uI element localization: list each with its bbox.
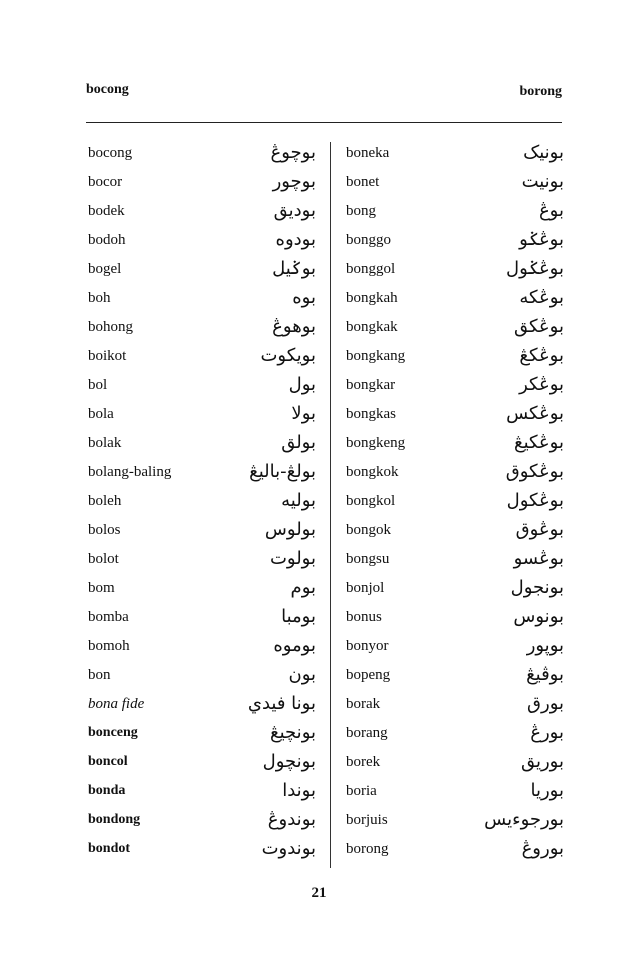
entry-jawi: بوڠکڠ xyxy=(519,345,564,366)
entry-latin: bonet xyxy=(346,174,380,190)
dictionary-entry xyxy=(88,200,316,229)
entry-latin: bongkah xyxy=(346,290,398,306)
dictionary-entry xyxy=(346,780,564,809)
dictionary-entry xyxy=(88,490,316,519)
entry-latin: bodek xyxy=(88,203,125,219)
entry-jawi: بوڠݢو xyxy=(519,229,564,250)
dictionary-entry xyxy=(346,751,564,780)
entry-latin: bocong xyxy=(88,145,133,161)
entry-jawi: بونجول xyxy=(510,577,564,598)
entry-jawi: بوهوڠ xyxy=(272,316,316,337)
entry-jawi: بوڠݢول xyxy=(506,258,564,279)
entry-latin: bongkak xyxy=(346,319,398,335)
dictionary-entry xyxy=(346,345,564,374)
entry-latin: borak xyxy=(346,696,381,712)
entry-latin: bonggol xyxy=(346,261,396,277)
entry-latin: bopeng xyxy=(346,667,391,683)
dictionary-entry xyxy=(88,287,316,316)
entry-latin: borjuis xyxy=(346,812,388,828)
dictionary-entry xyxy=(346,722,564,751)
entry-jawi: بوليه xyxy=(281,490,316,511)
page-number: 21 xyxy=(311,885,327,901)
dictionary-entry xyxy=(346,171,564,200)
dictionary-entry xyxy=(88,664,316,693)
entry-latin: bonggo xyxy=(346,232,391,248)
entry-latin: boria xyxy=(346,783,377,799)
dictionary-entry xyxy=(346,316,564,345)
entry-jawi: بونا فيدي xyxy=(247,693,316,714)
entry-jawi: بوموه xyxy=(273,635,316,656)
dictionary-entry xyxy=(88,171,316,200)
right-column xyxy=(346,142,564,867)
entry-jawi: بوڠکه xyxy=(519,287,564,308)
entry-latin: bocor xyxy=(88,174,123,190)
entry-latin: bomba xyxy=(88,609,129,625)
dictionary-entry xyxy=(346,258,564,287)
entry-jawi: بولا xyxy=(291,403,316,424)
header-rule xyxy=(86,122,562,123)
entry-jawi: بودوه xyxy=(275,229,316,250)
entry-latin: boh xyxy=(88,290,111,306)
entry-jawi: بوڠ xyxy=(538,200,564,221)
entry-jawi: بول xyxy=(288,374,316,395)
entry-jawi: بوڤيڠ xyxy=(526,664,564,685)
entry-latin: bodoh xyxy=(88,232,126,248)
dictionary-entry xyxy=(88,229,316,258)
dictionary-entry xyxy=(88,461,316,490)
entry-latin: bongkang xyxy=(346,348,406,364)
dictionary-entry xyxy=(346,606,564,635)
guide-word-left: bocong xyxy=(86,82,129,97)
entry-latin: bongkok xyxy=(346,464,399,480)
entry-jawi: بوريا xyxy=(530,780,564,801)
left-column xyxy=(88,142,316,867)
entry-latin: bolot xyxy=(88,551,119,567)
entry-jawi: بونوس xyxy=(513,606,564,627)
entry-jawi: بونيت xyxy=(521,171,564,192)
dictionary-entry xyxy=(346,200,564,229)
entry-jawi: بوندا xyxy=(282,780,316,801)
entry-latin: bon xyxy=(88,667,111,683)
entry-jawi: بوڠکس xyxy=(506,403,564,424)
dictionary-entry xyxy=(346,403,564,432)
column-divider xyxy=(330,142,331,868)
entry-latin: bogel xyxy=(88,261,122,277)
dictionary-entry xyxy=(346,432,564,461)
entry-jawi: بوڠسو xyxy=(513,548,564,569)
entry-jawi: بوڠکول xyxy=(506,490,564,511)
dictionary-entry xyxy=(88,258,316,287)
entry-latin: boncol xyxy=(88,754,128,769)
dictionary-entry xyxy=(88,345,316,374)
entry-jawi: بولوت xyxy=(269,548,316,569)
entry-jawi: بون xyxy=(288,664,316,685)
entry-jawi: بورڠ xyxy=(530,722,564,743)
entry-jawi: بولق xyxy=(281,432,316,453)
dictionary-entry xyxy=(88,809,316,838)
entry-latin: bonceng xyxy=(88,725,138,740)
guide-word-right: borong xyxy=(519,84,562,99)
entry-latin: bol xyxy=(88,377,108,393)
entry-latin: bonjol xyxy=(346,580,385,596)
dictionary-entry xyxy=(88,142,316,171)
entry-latin: bom xyxy=(88,580,115,596)
entry-latin: bong xyxy=(346,203,376,219)
dictionary-entry xyxy=(346,809,564,838)
entry-latin: bongkas xyxy=(346,406,396,422)
dictionary-entry xyxy=(346,548,564,577)
entry-jawi: بوڽور xyxy=(526,635,564,656)
entry-latin: bondong xyxy=(88,812,141,827)
dictionary-entry xyxy=(88,780,316,809)
entry-latin: bonda xyxy=(88,783,126,798)
dictionary-entry xyxy=(346,664,564,693)
entry-jawi: بورجوءيس xyxy=(484,809,564,830)
entry-latin: bolos xyxy=(88,522,121,538)
dictionary-entry xyxy=(88,577,316,606)
entry-latin: boleh xyxy=(88,493,122,509)
entry-jawi: بونچول xyxy=(262,751,316,772)
entry-latin: boneka xyxy=(346,145,390,161)
dictionary-entry xyxy=(346,461,564,490)
entry-jawi: بورق xyxy=(527,693,564,714)
dictionary-entry xyxy=(346,142,564,171)
dictionary-entry xyxy=(88,548,316,577)
entry-jawi: بوچور xyxy=(272,171,316,192)
entry-jawi: بوريق xyxy=(520,751,564,772)
dictionary-entry xyxy=(88,403,316,432)
entry-latin: bongsu xyxy=(346,551,390,567)
entry-jawi: بولڠ-باليڠ xyxy=(249,461,316,482)
entry-jawi: بوݢيل xyxy=(272,258,316,279)
dictionary-entry xyxy=(346,519,564,548)
entry-latin: bona fide xyxy=(88,696,145,712)
dictionary-entry xyxy=(88,838,316,867)
entry-latin: bonus xyxy=(346,609,382,625)
entry-latin: borek xyxy=(346,754,381,770)
dictionary-entry xyxy=(346,693,564,722)
dictionary-entry xyxy=(346,229,564,258)
entry-latin: bolang-baling xyxy=(88,464,172,480)
entry-jawi: بوڠکيڠ xyxy=(513,432,564,453)
entry-latin: bonyor xyxy=(346,638,389,654)
entry-latin: bohong xyxy=(88,319,133,335)
dictionary-entry xyxy=(346,490,564,519)
entry-latin: bondot xyxy=(88,841,131,856)
entry-latin: bolak xyxy=(88,435,122,451)
entry-jawi: بونچيڠ xyxy=(270,722,316,743)
entry-jawi: بوه xyxy=(292,287,316,308)
entry-jawi: بوڠکر xyxy=(519,374,564,395)
dictionary-entry xyxy=(346,287,564,316)
dictionary-entry xyxy=(88,374,316,403)
entry-jawi: بوڠوق xyxy=(515,519,564,540)
entry-latin: boikot xyxy=(88,348,127,364)
entry-jawi: بوڠکوق xyxy=(505,461,564,482)
entry-latin: bongkar xyxy=(346,377,396,393)
dictionary-entry xyxy=(346,577,564,606)
dictionary-entry xyxy=(88,751,316,780)
entry-jawi: بوندوڠ xyxy=(267,809,316,830)
entry-jawi: بومبا xyxy=(281,606,316,627)
entry-jawi: بويکوت xyxy=(260,345,316,366)
entry-jawi: بولوس xyxy=(264,519,316,540)
entry-latin: bongkeng xyxy=(346,435,406,451)
entry-jawi: بونيک xyxy=(523,142,564,163)
entry-jawi: بوڠکق xyxy=(513,316,564,337)
dictionary-entry xyxy=(346,635,564,664)
entry-latin: borong xyxy=(346,841,389,857)
dictionary-entry xyxy=(88,316,316,345)
dictionary-entry xyxy=(88,606,316,635)
entry-latin: bongok xyxy=(346,522,391,538)
entry-jawi: بوچوڠ xyxy=(270,142,316,163)
entry-latin: borang xyxy=(346,725,388,741)
entry-jawi: بوندوت xyxy=(261,838,316,859)
dictionary-entry xyxy=(88,519,316,548)
dictionary-entry xyxy=(88,635,316,664)
entry-jawi: بوروڠ xyxy=(521,838,564,859)
dictionary-entry xyxy=(88,722,316,751)
entry-latin: bola xyxy=(88,406,114,422)
dictionary-entry xyxy=(88,432,316,461)
entry-jawi: بوم xyxy=(290,577,316,598)
dictionary-entry xyxy=(346,374,564,403)
dictionary-entry xyxy=(346,838,564,867)
entry-latin: bomoh xyxy=(88,638,130,654)
dictionary-entry xyxy=(88,693,316,722)
entry-jawi: بوديق xyxy=(273,200,316,221)
entry-latin: bongkol xyxy=(346,493,396,509)
